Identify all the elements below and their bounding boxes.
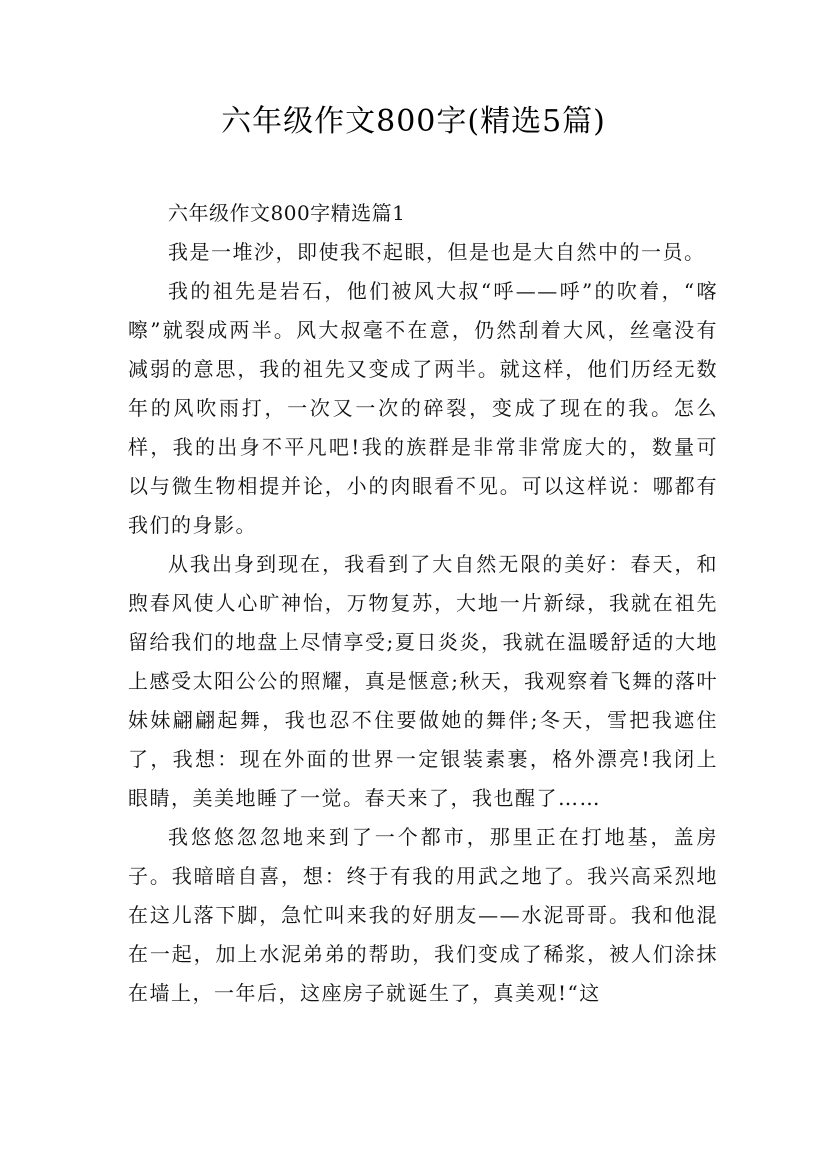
paragraph-3: 从我出身到现在，我看到了大自然无限的美好：春天，和煦春风使人心旷神怡，万物复苏，大地一片新绿，我就在祖先留给我们的地盘上尽情享受;夏日炎炎，我就在温暖舒适的大地上感受太阳公公的照耀，真是惬意;秋天，我观察着飞舞的落叶妹妹翩翩起舞，我也忍不住要做她的舞伴;冬天，雪把我遮住了，我想：现在外面的世界一定银装素裹，格外漂亮!我闭上眼睛，美美地睡了一觉。春天来了，我也醒了…… bbox=[128, 552, 718, 810]
section-heading: 六年级作文800字精选篇1 bbox=[168, 201, 406, 225]
document-body bbox=[128, 194, 718, 1013]
paragraph-1: 我是一堆沙，即使我不起眼，但是也是大自然中的一员。 bbox=[168, 240, 706, 264]
paragraph-4: 我悠悠忽忽地来到了一个都市，那里正在打地基，盖房子。我暗暗自喜，想：终于有我的用武之地了。我兴高采烈地在这儿落下脚，急忙叫来我的好朋友——水泥哥哥。我和他混在一起，加上水泥弟弟的帮助，我们变成了稀浆，被人们涂抹在墙上，一年后，这座房子就诞生了，真美观!“这 bbox=[128, 825, 718, 1005]
document-title: 六年级作文800字(精选5篇) bbox=[221, 104, 606, 139]
paragraph-2: 我的祖先是岩石，他们被风大叔“呼——呼”的吹着，“喀嚓”就裂成两半。风大叔毫不在意，仍然刮着大风，丝毫没有减弱的意思，我的祖先又变成了两半。就这样，他们历经无数年的风吹雨打，一次又一次的碎裂，变成了现在的我。怎么样，我的出身不平凡吧!我的族群是非常非常庞大的，数量可以与微生物相提并论，小的肉眼看不见。可以这样说：哪都有我们的身影。 bbox=[128, 279, 718, 537]
